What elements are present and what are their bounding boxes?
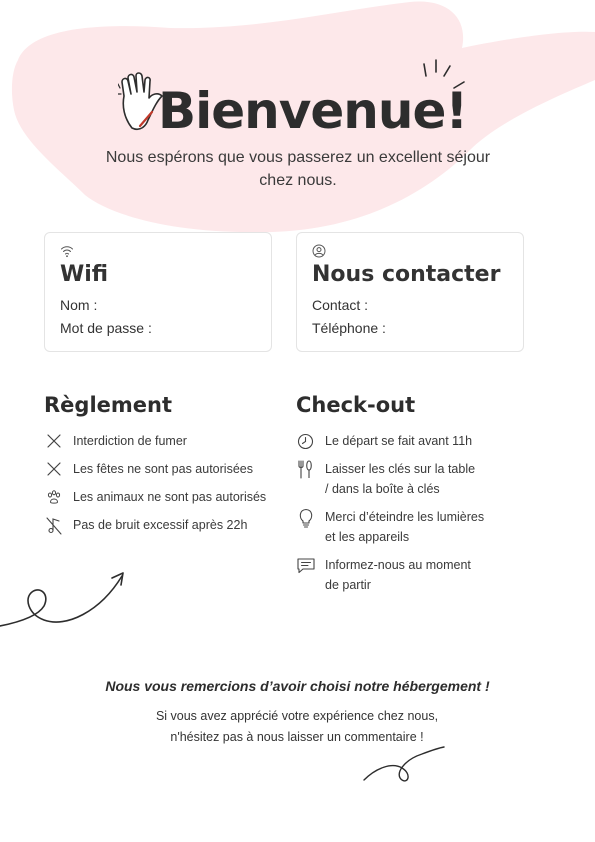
cutlery-icon bbox=[297, 460, 314, 479]
thank-you-message: Nous vous remercions d’avoir choisi notre hébergement ! bbox=[105, 678, 490, 694]
lightbulb-icon bbox=[298, 508, 314, 528]
review-note-line: n'hésitez pas à nous laisser un commentaire ! bbox=[170, 730, 424, 744]
review-note bbox=[97, 706, 497, 748]
rule-item: Pas de bruit excessif après 22h bbox=[73, 518, 248, 532]
checkout-item-continued: / dans la boîte à clés bbox=[325, 482, 440, 496]
phone-label: Téléphone : bbox=[312, 320, 386, 336]
review-note-line: Si vous avez apprécié votre expérience chez nous, bbox=[155, 709, 439, 723]
loop-squiggle-decoration bbox=[362, 744, 446, 784]
checkout-item: Merci d’éteindre les lumières bbox=[325, 510, 485, 524]
checkout-item: Informez-nous au moment bbox=[325, 558, 471, 572]
checkout-title: Check-out bbox=[296, 393, 416, 417]
checkout-item: Laisser les clés sur la table bbox=[325, 462, 476, 476]
contact-card bbox=[296, 232, 524, 352]
wifi-icon bbox=[60, 244, 74, 258]
rules-title: Règlement bbox=[44, 393, 172, 417]
checkout-item-continued: de partir bbox=[325, 578, 371, 592]
user-circle-icon bbox=[312, 244, 326, 258]
checkout-item: Le départ se fait avant 11h bbox=[325, 434, 473, 448]
wifi-password-label: Mot de passe : bbox=[60, 320, 152, 336]
message-icon bbox=[297, 557, 315, 574]
rule-item: Interdiction de fumer bbox=[73, 434, 187, 448]
rule-item: Les fêtes ne sont pas autorisées bbox=[73, 462, 253, 476]
contact-title: Nous contacter bbox=[312, 262, 501, 287]
checkout-item-continued: et les appareils bbox=[325, 530, 410, 544]
cross-icon bbox=[46, 461, 62, 477]
wifi-name-label: Nom : bbox=[60, 297, 98, 313]
rule-item: Les animaux ne sont pas autorisés bbox=[73, 490, 267, 504]
no-music-icon bbox=[46, 517, 62, 535]
page-title: Bienvenue! bbox=[158, 82, 468, 140]
cross-icon bbox=[46, 433, 62, 449]
wifi-title: Wifi bbox=[60, 262, 109, 287]
sparkle-strokes-decoration bbox=[418, 58, 472, 94]
wifi-card bbox=[44, 232, 272, 352]
welcome-subtitle: Nous espérons que vous passerez un excellent séjour chez nous. bbox=[105, 149, 491, 189]
curly-arrow-decoration bbox=[0, 568, 135, 638]
contact-label: Contact : bbox=[312, 297, 369, 313]
paw-icon bbox=[46, 489, 62, 505]
clock-icon bbox=[297, 433, 314, 450]
